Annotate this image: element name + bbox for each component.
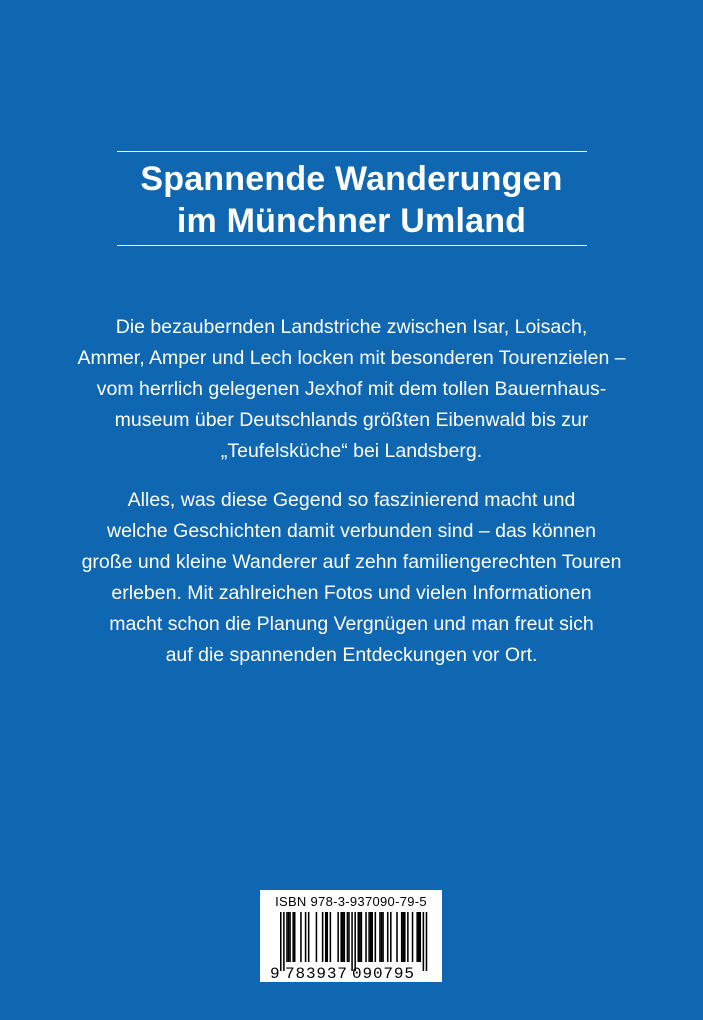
barcode-bar [308,912,310,962]
barcode-bar [365,912,367,962]
blurb-line: Alles, was diese Gegend so faszinierend macht und [127,489,576,511]
barcode-bar [375,912,377,962]
blurb-line: „Teufelsküche“ bei Landsberg. [220,440,483,462]
barcode-graphic [260,890,442,982]
barcode-bar [370,912,372,962]
barcode-bar [407,912,409,962]
blurb-line: Die bezaubernden Landstriche zwischen Isar, Loisach, [115,316,588,338]
barcode-guard-bar [280,912,282,971]
blurb-line: Ammer, Amper und Lech locken mit besonderen Tourenzielen – [77,347,626,369]
barcode-bar [348,912,350,962]
barcode-bar [342,912,344,962]
barcode-bar [327,912,329,962]
barcode-bar [340,912,342,962]
blurb-line: erleben. Mit zahlreichen Fotos und vielen Informationen [111,582,592,604]
barcode-bar [412,912,414,962]
barcode-bar [344,912,346,962]
blurb-line: große und kleine Wanderer auf zehn familiengerechten Touren [81,551,622,573]
title-line-2: im Münchner Umland [176,202,527,240]
title-rule-top [117,151,587,152]
book-title [0,158,703,242]
barcode-bar [325,912,327,962]
barcode-guard-bar [354,912,356,971]
blurb-line: macht schon die Planung Vergnügen und man freut sich [109,613,594,635]
barcode-bar [288,912,290,962]
barcode-bar [371,912,373,962]
barcode-guard-bar [283,912,285,971]
barcode-bar [381,912,383,962]
barcode-left-digits: 783937 [285,965,347,982]
barcode-bar [359,912,361,962]
barcode-bar [387,912,389,962]
barcode-bar [286,912,288,962]
barcode-bar [361,912,363,962]
barcode-bar [292,912,294,962]
blurb-line: vom herrlich gelegenen Jexhof mit dem tollen Bauernhaus- [96,378,607,400]
barcode-bars [280,912,427,971]
barcode-bar [305,912,307,962]
blurb-line: museum über Deutschlands größten Eibenwald bis zur [114,409,589,431]
title-rule-bottom [117,245,587,246]
barcode-right-digits: 090795 [352,965,414,982]
barcode-guard-bar [423,912,425,971]
barcode-guard-bar [426,912,428,971]
isbn-barcode [260,890,442,982]
barcode-bar [368,912,370,962]
barcode-bar [337,912,339,962]
barcode-bar [402,912,404,962]
barcode-bar [300,912,302,962]
barcode-guard-bar [351,912,353,971]
barcode-bar [347,912,349,962]
barcode-bar [420,912,422,962]
barcode-bar [330,912,332,962]
blurb-paragraph-2 [40,485,663,671]
barcode-bar [289,912,291,962]
blurb-paragraph-1 [40,312,663,467]
blurb-line: welche Geschichten damit verbunden sind – das können [107,520,596,542]
barcode-bar [358,912,360,962]
barcode-bar [316,912,318,962]
barcode-bar [416,912,418,962]
barcode-bar [418,912,420,962]
barcode-first-digit: 9 [270,965,280,982]
barcode-bar [401,912,403,962]
blurb-line: auf die spannenden Entdeckungen vor Ort. [165,644,538,666]
isbn-label: ISBN 978-3-937090-79-5 [275,894,427,909]
barcode-bar [396,912,398,962]
barcode-bar [382,912,384,962]
title-line-1: Spannende Wanderungen [140,160,563,198]
barcode-bar [294,912,296,962]
barcode-bar [322,912,324,962]
barcode-bar [404,912,406,962]
barcode-bar [379,912,381,962]
barcode-bar [390,912,392,962]
